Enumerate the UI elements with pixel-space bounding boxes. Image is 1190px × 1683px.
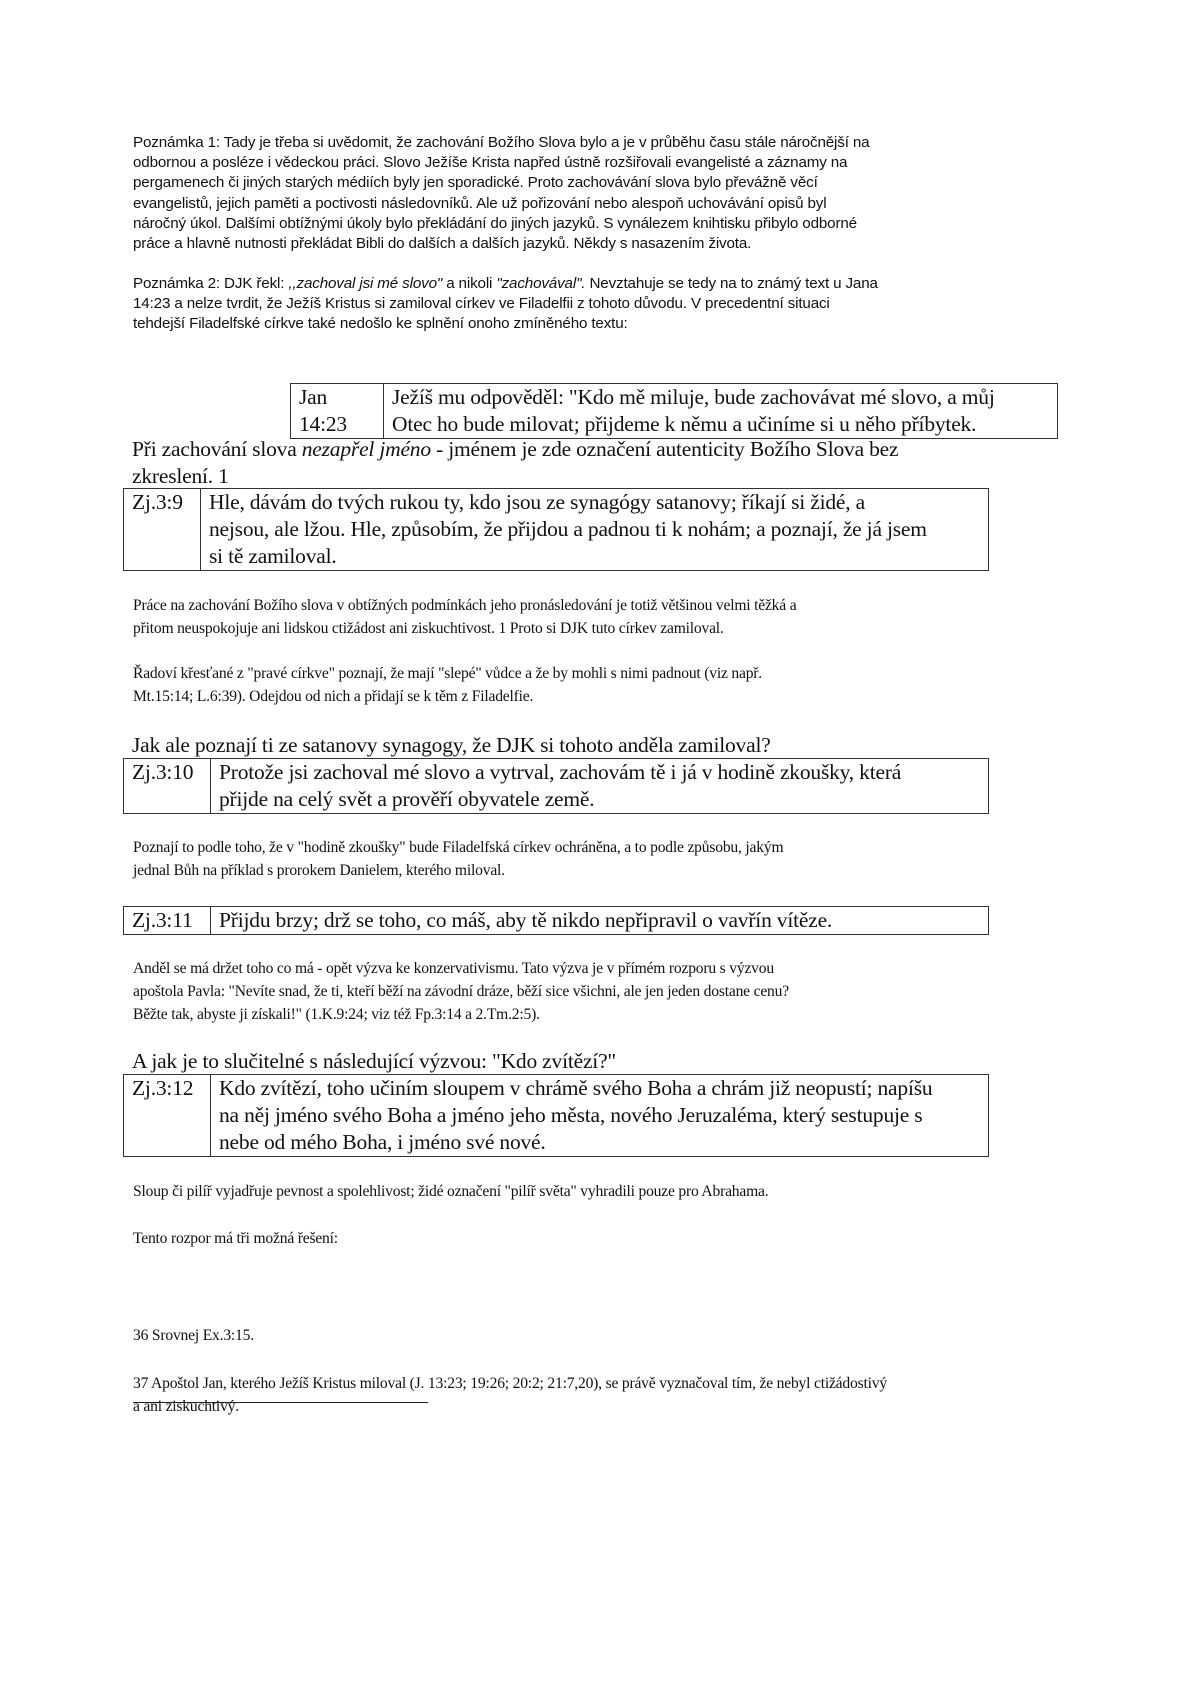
note-1-line: práce a hlavně nutnosti překládat Bibli do dalších a dalších jazyků. Někdy s nasazením života. (133, 235, 752, 253)
quote-zachovaval: "zachovával". (496, 275, 586, 292)
note-2-line: Poznámka 2: DJK řekl: ,,zachoval jsi mé slovo" a nikoli "zachovával". Nevztahuje se tedy na to známý text u Jana (133, 275, 878, 292)
verse-table-zj-3-10 (123, 758, 989, 814)
question-heading-1: Jak ale poznají ti ze satanovy synagogy, že DJK si tohoto anděla zamiloval? (132, 733, 771, 757)
note-1-line: Poznámka 1: Tady je třeba si uvědomit, že zachování Božího Slova bylo a je v průběhu času stále náročnější na (133, 134, 870, 151)
note-1 (133, 133, 869, 254)
note-1-line: odbornou a posléze i vědeckou práci. Slovo Ježíše Krista napřed ústně rozšiřovali evangelisté a záznamy na (133, 154, 848, 172)
note-2-line: 14:23 a nelze tvrdit, že Ježíš Kristus si zamiloval církev ve Filadelfii z tohoto důvodu. V precedentní situaci (133, 295, 830, 313)
footnote-36: 36 Srovnej Ex.3:15. (133, 1327, 254, 1344)
paragraph-prace: Práce na zachování Božího slova v obtížných podmínkách jeho pronásledování je totiž většinou velmi těžká a přitom neuspokojuje ani lidskou ctižádost ani ziskuchtivost. 1 Proto si DJK tuto církev zamiloval. (133, 597, 797, 637)
verse-text: Ježíš mu odpověděl: "Kdo mě miluje, bude zachovávat mé slovo, a můj Otec ho bude milovat; přijdeme k němu a učiníme si u něho příbytek. (384, 384, 1058, 439)
paragraph-poznaji: Poznají to podle toho, že v "hodině zkoušky" bude Filadelfská církev ochráněna, a to podle způsobu, jakým jednal Bůh na příklad s prorokem Danielem, kterého miloval. (133, 839, 784, 879)
verse-table-zj-3-11 (123, 906, 989, 935)
note-2-line: tehdejší Filadelfské církve také nedošlo ke splnění onoho zmíněného textu: (133, 315, 628, 333)
footnote-37: 37 Apoštol Jan, kterého Ježíš Kristus miloval (J. 13:23; 19:26; 20:2; 21:7,20), se právě vyznačoval tím, že nebyl ctižádostivý a ani ziskuchtivý. (133, 1375, 887, 1415)
paragraph-radovi: Řadoví křesťané z "pravé církve" poznají, že mají "slepé" vůdce a že by mohli s nimi padnout (viz např. Mt.15:14; L.6:39). Odejdou od nich a přidají se k těm z Filadelfie. (133, 665, 762, 705)
verse-reference: Zj.3:11 (124, 907, 211, 935)
verse-text: Kdo zvítězí, toho učiním sloupem v chrámě svého Boha a chrám již neopustí; napíšu na něj jméno svého Boha a jméno jeho města, nového Jeruzaléma, který sestupuje s nebe od mého Boha, i jméno své nové. (211, 1075, 989, 1157)
verse-table-zj-3-9 (123, 488, 989, 571)
note-2 (133, 274, 878, 335)
paragraph-jmeno: Při zachování slova nezapřel jméno - jménem je zde označení autenticity Božího Slova bez zkreslení. 1 (132, 437, 899, 488)
verse-reference: Jan 14:23 (291, 384, 384, 439)
paragraph-andel: Anděl se má držet toho co má - opět výzva ke konzervativismu. Tato výzva je v přímém rozporu s výzvou apoštola Pavla: "Nevíte snad, že ti, kteří běží na závodní dráze, běží sice všichni, ale jen jeden dostane cenu? Běžte tak, abyste ji získali!" (1.K.9:24; viz též Fp.3:14 a 2.Tm.2:5). (133, 960, 789, 1023)
question-heading-2: A jak je to slučitelné s následující výzvou: "Kdo zvítězí?" (132, 1049, 617, 1073)
italic-nezaprel-jmeno: nezapřel jméno (301, 437, 431, 461)
note-1-line: náročný úkol. Dalšími obtížnými úkoly bylo překládání do jiných jazyků. S vynálezem knihtisku přibylo odborné (133, 214, 857, 232)
paragraph-sloup: Sloup či pilíř vyjadřuje pevnost a spolehlivost; židé označení "pilíř světa" vyhradili pouze pro Abrahama. (133, 1183, 769, 1200)
verse-table-jan-14-23 (290, 383, 1058, 439)
note-1-line: pergamenech či jiných starých médiích byly jen sporadické. Proto zachovávání slova bylo převážně věcí (133, 174, 818, 192)
verse-text: Hle, dávám do tvých rukou ty, kdo jsou ze synagógy satanovy; říkají si židé, a nejsou, ale lžou. Hle, způsobím, že přijdou a padnou ti k nohám; a poznají, že já jsem si tě zamiloval. (201, 489, 989, 571)
verse-text: Protože jsi zachoval mé slovo a vytrval, zachovám tě i já v hodině zkoušky, která přijde na celý svět a prověří obyvatele země. (211, 759, 989, 814)
verse-text: Přijdu brzy; drž se toho, co máš, aby tě nikdo nepřipravil o vavřín vítěze. (211, 907, 989, 935)
paragraph-rozpor: Tento rozpor má tři možná řešení: (133, 1230, 338, 1247)
quote-zachoval: ,,zachoval jsi mé slovo" (288, 275, 443, 292)
note-1-line: evangelistů, jejich paměti a poctivosti následovníků. Ale už pořizování nebo alespoň uchovávání opisů byl (133, 194, 827, 212)
verse-reference: Zj.3:12 (124, 1075, 211, 1157)
verse-table-zj-3-12 (123, 1074, 989, 1157)
verse-reference: Zj.3:9 (124, 489, 201, 571)
verse-reference: Zj.3:10 (124, 759, 211, 814)
